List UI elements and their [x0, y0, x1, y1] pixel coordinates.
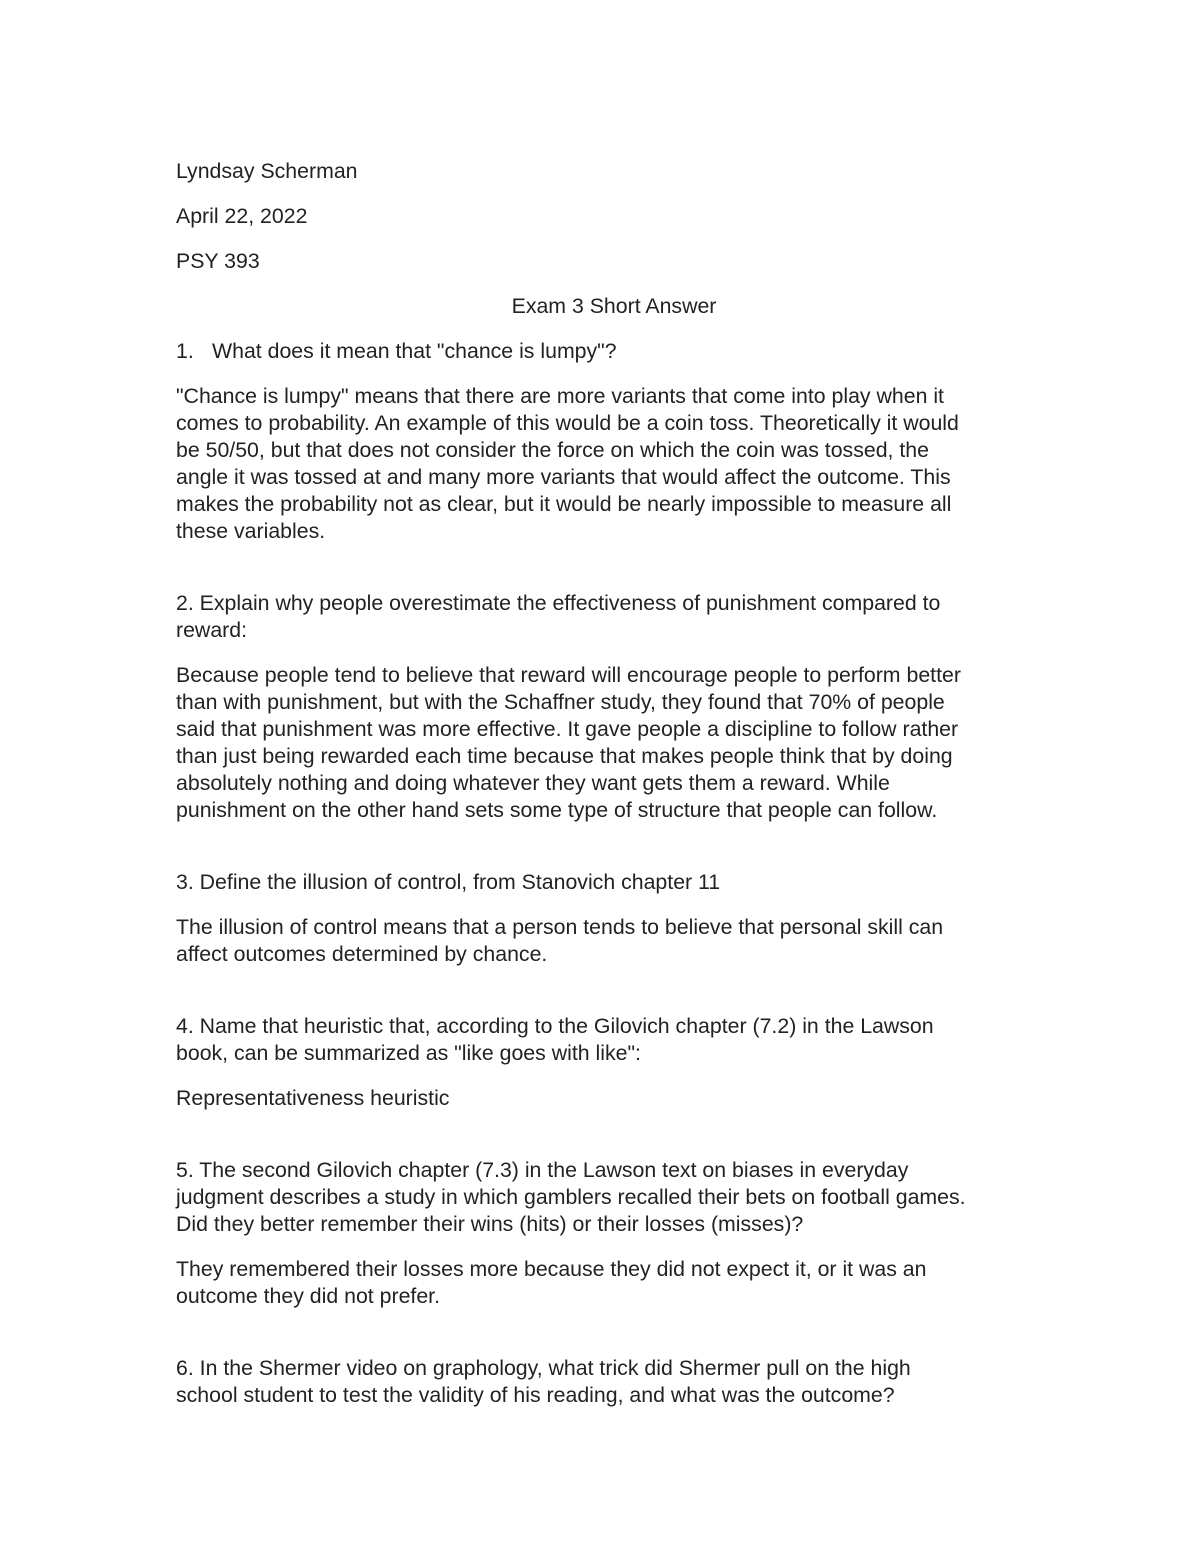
document-title: Exam 3 Short Answer: [511, 294, 717, 318]
question-5: [176, 1157, 1056, 1238]
question-3: [176, 869, 1056, 896]
spacer: [176, 824, 1056, 869]
answer-line: comes to probability. An example of this would be a coin toss. Theoretically it would: [176, 411, 959, 435]
answer-3: [176, 914, 1056, 968]
answer-line: said that punishment was more effective. It gave people a discipline to follow rather: [176, 717, 959, 741]
question-line: 5. The second Gilovich chapter (7.3) in the Lawson text on biases in everyday: [176, 1158, 909, 1182]
spacer: [176, 968, 1056, 1013]
spacer: [176, 545, 1056, 590]
answer-line: outcome they did not prefer.: [176, 1284, 441, 1308]
spacer: [176, 1310, 1056, 1355]
answer-line: punishment on the other hand sets some type of structure that people can follow.: [176, 798, 938, 822]
question-line: judgment describes a study in which gamblers recalled their bets on football games.: [176, 1185, 966, 1209]
answer-line: Representativeness heuristic: [176, 1086, 450, 1110]
answer-line: The illusion of control means that a person tends to believe that personal skill can: [176, 915, 944, 939]
answer-2: [176, 662, 1056, 824]
question-line: 6. In the Shermer video on graphology, what trick did Shermer pull on the high: [176, 1356, 911, 1380]
answer-line: "Chance is lumpy" means that there are more variants that come into play when it: [176, 384, 944, 408]
question-line: Did they better remember their wins (hits) or their losses (misses)?: [176, 1212, 804, 1236]
answer-line: They remembered their losses more because they did not expect it, or it was an: [176, 1257, 927, 1281]
document-date: April 22, 2022: [176, 204, 308, 228]
question-line: 3. Define the illusion of control, from Stanovich chapter 11: [176, 870, 721, 894]
question-6: [176, 1355, 1056, 1409]
course-code: PSY 393: [176, 249, 260, 273]
question-4: [176, 1013, 1056, 1067]
answer-line: Because people tend to believe that reward will encourage people to perform better: [176, 663, 961, 687]
question-line: school student to test the validity of his reading, and what was the outcome?: [176, 1383, 895, 1407]
question-1: [176, 338, 1056, 365]
question-line: 2. Explain why people overestimate the effectiveness of punishment compared to: [176, 591, 941, 615]
question-1-text: What does it mean that "chance is lumpy"?: [212, 339, 617, 363]
answer-line: angle it was tossed at and many more variants that would affect the outcome. This: [176, 465, 951, 489]
answer-line: these variables.: [176, 519, 326, 543]
question-line: reward:: [176, 618, 248, 642]
answer-1: [176, 383, 1056, 545]
answer-line: be 50/50, but that does not consider the force on which the coin was tossed, the: [176, 438, 929, 462]
answer-4: [176, 1085, 1056, 1112]
question-line: 4. Name that heuristic that, according to the Gilovich chapter (7.2) in the Lawson: [176, 1014, 934, 1038]
author-name: Lyndsay Scherman: [176, 159, 358, 183]
document-page: [176, 158, 1056, 1427]
answer-5: [176, 1256, 1056, 1310]
question-2: [176, 590, 1056, 644]
answer-line: affect outcomes determined by chance.: [176, 942, 548, 966]
answer-line: absolutely nothing and doing whatever they want gets them a reward. While: [176, 771, 890, 795]
question-1-number: 1.: [176, 339, 194, 363]
spacer: [176, 1112, 1056, 1157]
answer-line: makes the probability not as clear, but it would be nearly impossible to measure all: [176, 492, 952, 516]
question-line: book, can be summarized as "like goes with like":: [176, 1041, 641, 1065]
answer-line: than with punishment, but with the Schaffner study, they found that 70% of people: [176, 690, 945, 714]
answer-line: than just being rewarded each time because that makes people think that by doing: [176, 744, 953, 768]
